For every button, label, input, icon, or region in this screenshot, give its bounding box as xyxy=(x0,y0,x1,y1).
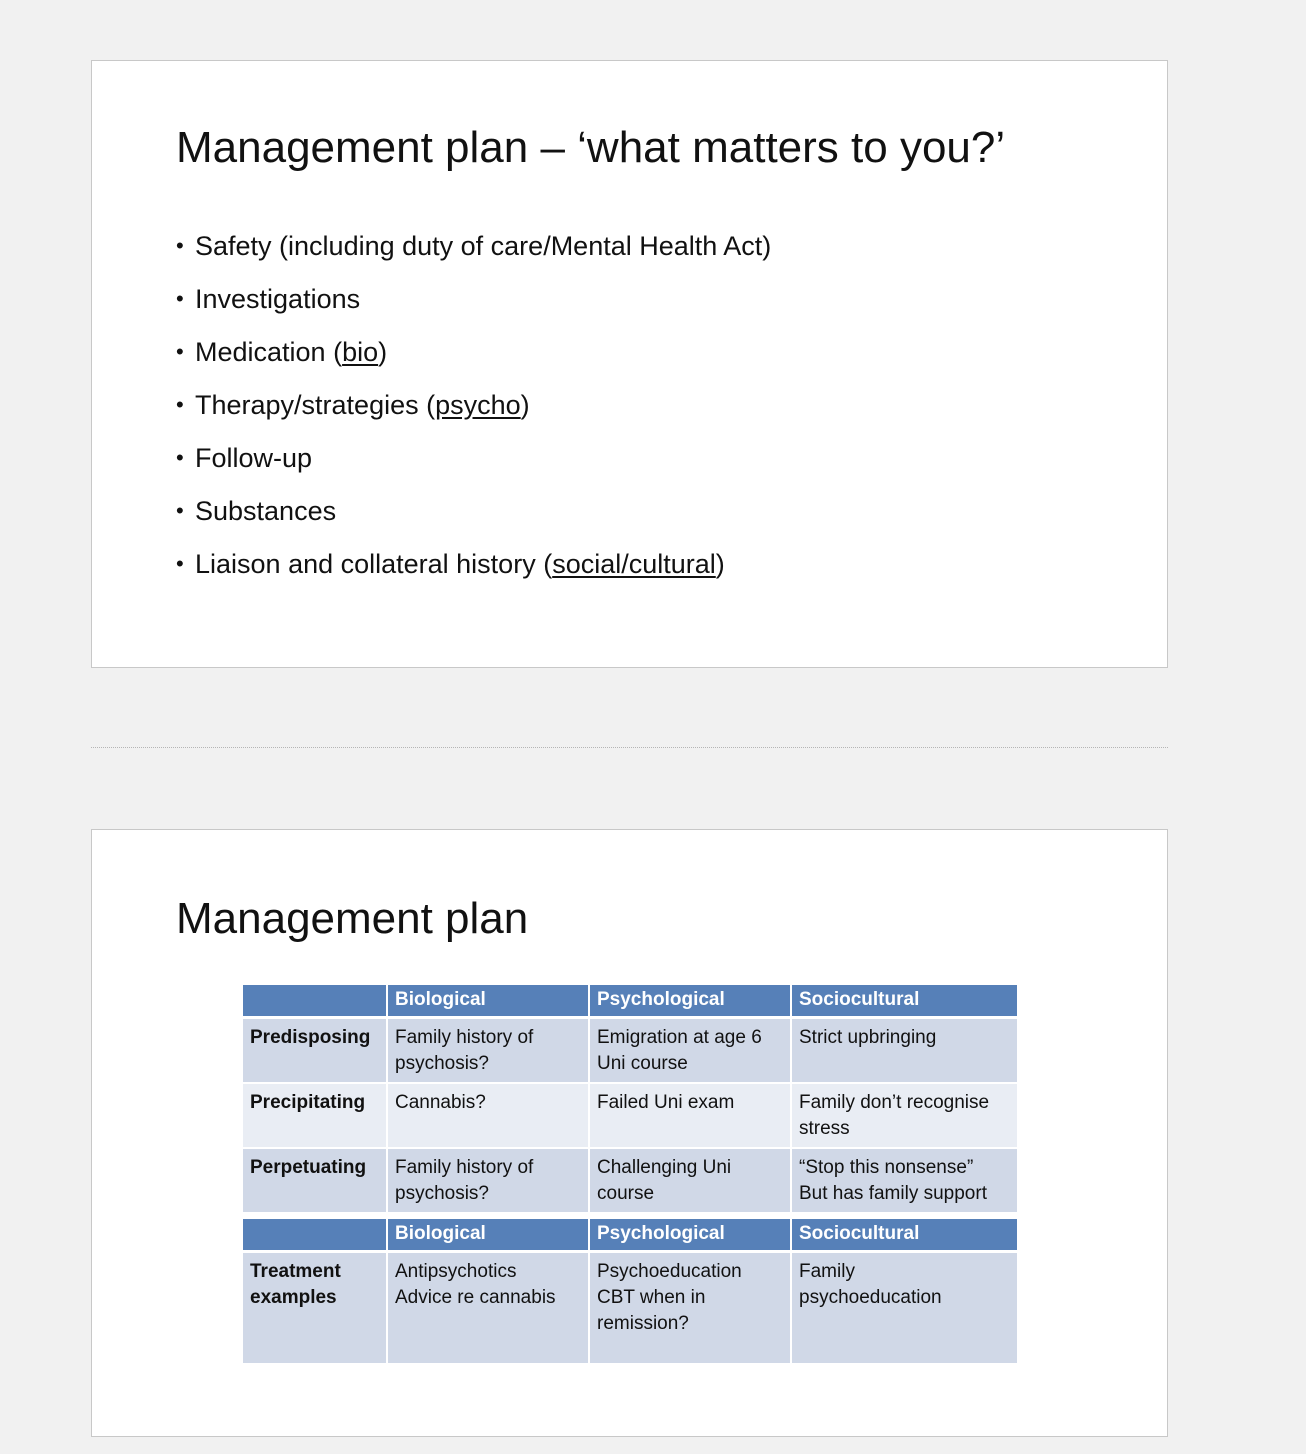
table-row-predisposing xyxy=(243,1017,1017,1083)
bullet-icon: • xyxy=(176,498,184,523)
underlined-term: psycho xyxy=(435,390,521,420)
bullet-item: • Safety (including duty of care/Mental Health Act) xyxy=(176,219,771,272)
slide-2-title: Management plan xyxy=(176,894,529,943)
table-cell: Challenging Uni course xyxy=(589,1148,791,1213)
underlined-term: bio xyxy=(342,337,379,367)
bullet-item: • Therapy/strategies (psycho) xyxy=(176,378,771,431)
header-cell-biological: Biological xyxy=(387,985,589,1017)
header-cell-sociocultural: Sociocultural xyxy=(791,985,1017,1017)
table-cell: Family history of psychosis? xyxy=(387,1148,589,1213)
bullet-icon: • xyxy=(176,339,184,364)
table-cell: Family psychoeducation xyxy=(791,1251,1017,1364)
header-cell-psychological: Psychological xyxy=(589,1219,791,1251)
bullet-item: • Substances xyxy=(176,484,771,537)
table-cell: Antipsychotics Advice re cannabis xyxy=(387,1251,589,1364)
table-cell: Psychoeducation CBT when in remission? xyxy=(589,1251,791,1364)
header-cell-psychological: Psychological xyxy=(589,985,791,1017)
table-cell: “Stop this nonsense” But has family support xyxy=(791,1148,1017,1213)
bullet-item: • Investigations xyxy=(176,272,771,325)
treatment-table xyxy=(243,1219,1017,1365)
table-cell: Family don’t recognise stress xyxy=(791,1083,1017,1148)
bullet-icon: • xyxy=(176,286,184,311)
table-row-treatment xyxy=(243,1251,1017,1364)
slide-separator xyxy=(91,747,1168,748)
bullet-icon: • xyxy=(176,233,184,258)
table-cell: Failed Uni exam xyxy=(589,1083,791,1148)
header-cell-biological: Biological xyxy=(387,1219,589,1251)
table-cell: Family history of psychosis? xyxy=(387,1017,589,1083)
underlined-term: social/cultural xyxy=(552,549,716,579)
slide-2 xyxy=(91,829,1168,1437)
header-cell-sociocultural: Sociocultural xyxy=(791,1219,1017,1251)
table-row-perpetuating xyxy=(243,1148,1017,1213)
bullet-item: • Liaison and collateral history (social/cultural) xyxy=(176,537,771,590)
header-cell-empty xyxy=(243,1219,387,1251)
bullet-icon: • xyxy=(176,551,184,576)
factors-table xyxy=(243,985,1017,1214)
table-cell: Emigration at age 6 Uni course xyxy=(589,1017,791,1083)
slide-1-title: Management plan – ‘what matters to you?’ xyxy=(176,123,1006,172)
header-cell-empty xyxy=(243,985,387,1017)
row-label: Predisposing xyxy=(243,1017,387,1083)
bullet-item: • Follow-up xyxy=(176,431,771,484)
bullet-item: • Medication (bio) xyxy=(176,325,771,378)
row-label: Perpetuating xyxy=(243,1148,387,1213)
table-header-row xyxy=(243,985,1017,1017)
row-label: Precipitating xyxy=(243,1083,387,1148)
table-header-row xyxy=(243,1219,1017,1251)
table-cell: Cannabis? xyxy=(387,1083,589,1148)
bullet-icon: • xyxy=(176,392,184,417)
slide-1 xyxy=(91,60,1168,668)
bullet-icon: • xyxy=(176,445,184,470)
table-cell: Strict upbringing xyxy=(791,1017,1017,1083)
bullet-list xyxy=(176,219,771,590)
row-label: Treatment examples xyxy=(243,1251,387,1364)
table-row-precipitating xyxy=(243,1083,1017,1148)
